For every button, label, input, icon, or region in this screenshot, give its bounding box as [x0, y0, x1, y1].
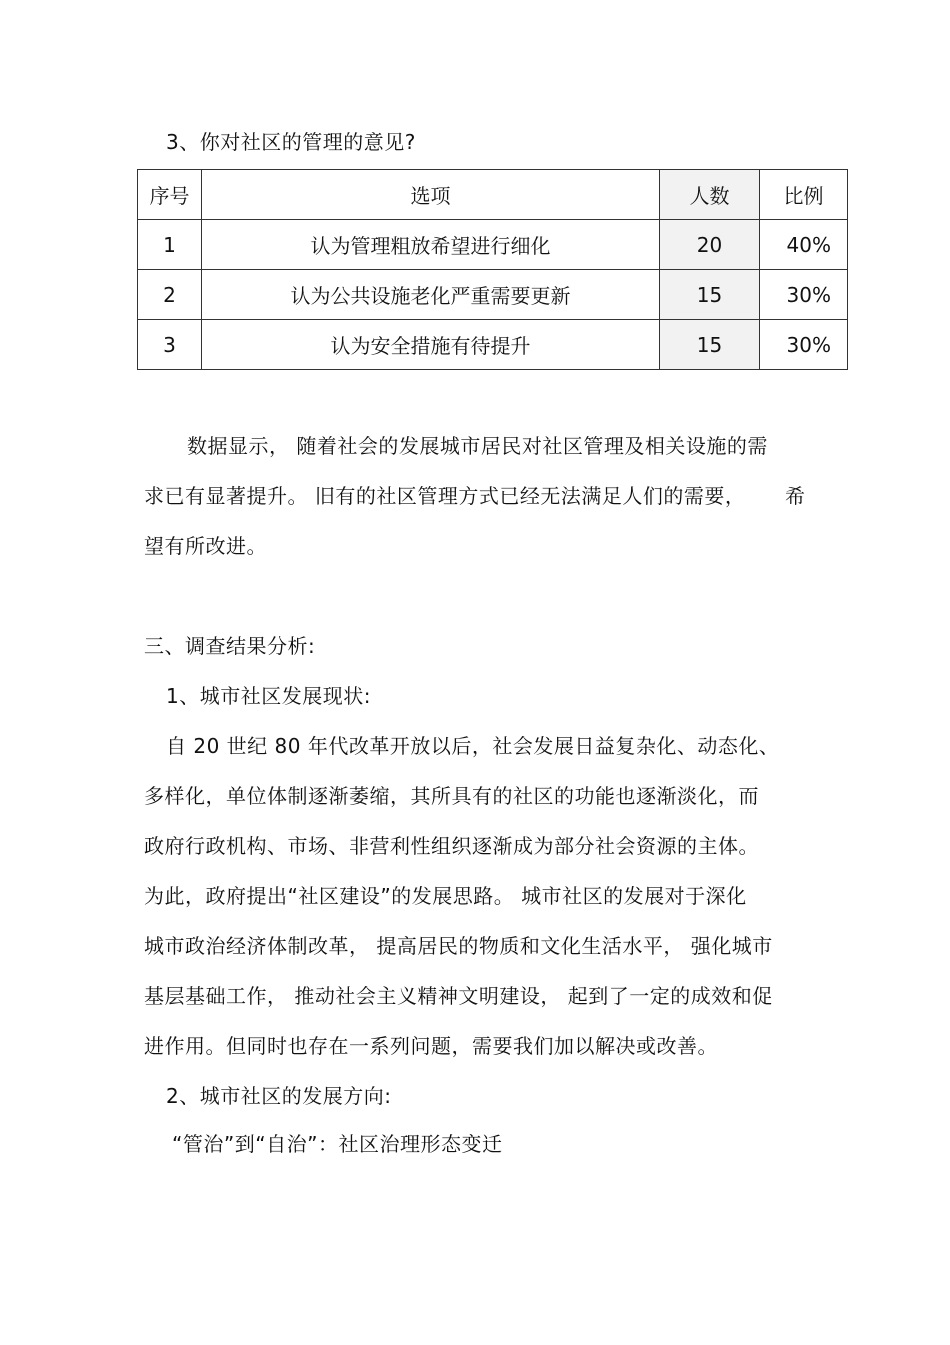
body-line: 基层基础工作， 推动社会主义精神文明建设， 起到了一定的成效和促 [144, 984, 773, 1008]
table-row [138, 320, 848, 370]
body-line: “管治”到“自治”：社区治理形态变迁 [172, 1132, 503, 1156]
table-row [138, 220, 848, 270]
header-no: 序号 [138, 170, 202, 220]
body-line: 进作用。但同时也存在一系列问题，需要我们加以解决或改善。 [144, 1034, 718, 1058]
cell-ratio: 30% [760, 320, 848, 370]
summary-line: 数据显示， 随着社会的发展城市居民对社区管理及相关设施的需 [187, 434, 768, 458]
cell-no: 3 [138, 320, 202, 370]
table-row [138, 270, 848, 320]
cell-count: 15 [660, 320, 760, 370]
body-line: 政府行政机构、市场、非营利性组织逐渐成为部分社会资源的主体。 [144, 834, 759, 858]
cell-ratio: 40% [760, 220, 848, 270]
subsection-heading: 1、城市社区发展现状: [166, 684, 371, 708]
question-title: 3、你对社区的管理的意见? [166, 130, 416, 154]
cell-count: 20 [660, 220, 760, 270]
cell-option: 认为安全措施有待提升 [202, 320, 660, 370]
summary-line-tail: 希 [785, 484, 806, 508]
cell-count: 15 [660, 270, 760, 320]
summary-line: 望有所改进。 [144, 534, 267, 558]
cell-no: 1 [138, 220, 202, 270]
subsection-heading: 2、城市社区的发展方向: [166, 1084, 392, 1108]
cell-no: 2 [138, 270, 202, 320]
cell-ratio: 30% [760, 270, 848, 320]
body-line: 城市政治经济体制改革， 提高居民的物质和文化生活水平， 强化城市 [144, 934, 773, 958]
header-option: 选项 [202, 170, 660, 220]
body-line: 自 20 世纪 80 年代改革开放以后，社会发展日益复杂化、动态化、 [166, 734, 780, 758]
section-heading: 三、调查结果分析: [144, 634, 316, 658]
body-line: 为此，政府提出“社区建设”的发展思路。 城市社区的发展对于深化 [144, 884, 747, 908]
header-count: 人数 [660, 170, 760, 220]
survey-table [137, 169, 848, 370]
summary-line: 求已有显著提升。 旧有的社区管理方式已经无法满足人们的需要， [144, 484, 746, 508]
header-ratio: 比例 [760, 170, 848, 220]
table-header-row [138, 170, 848, 220]
cell-option: 认为管理粗放希望进行细化 [202, 220, 660, 270]
body-line: 多样化，单位体制逐渐萎缩，其所具有的社区的功能也逐渐淡化，而 [144, 784, 759, 808]
cell-option: 认为公共设施老化严重需要更新 [202, 270, 660, 320]
